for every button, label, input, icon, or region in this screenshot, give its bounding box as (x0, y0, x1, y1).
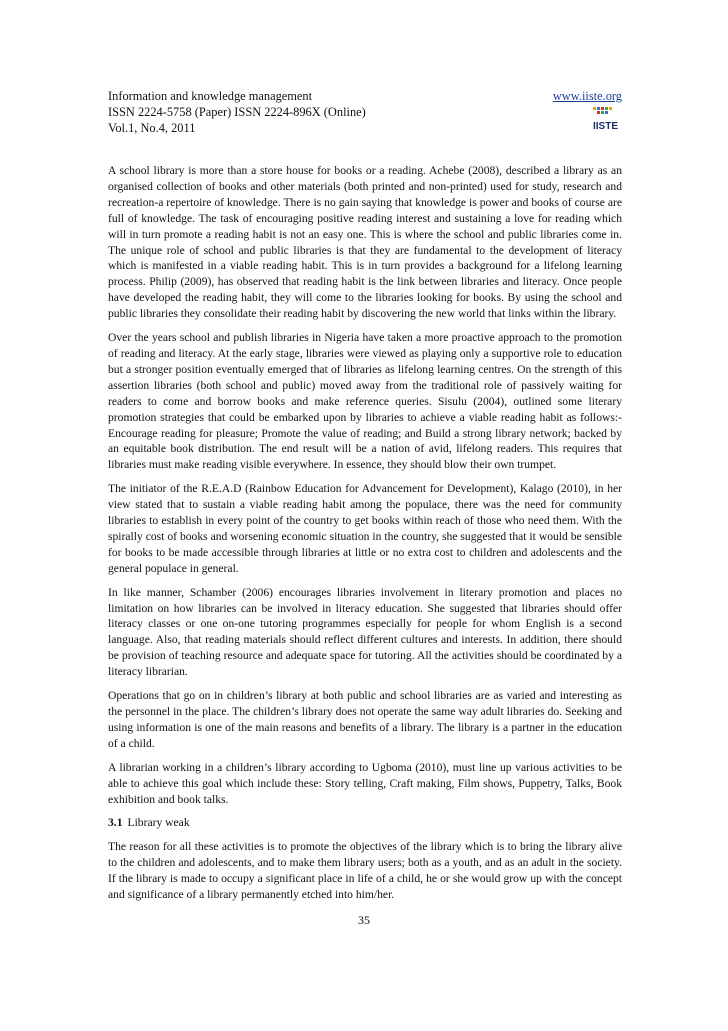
paragraph: The initiator of the R.E.A.D (Rainbow Education for Advancement for Development), Kalago (2010), in her view stated that to sustain a viable reading habit among the populace, there was the need for community libraries to establish in every point of the country to get books within reach of those who need them. With the spirally cost of books and worsening economic situation in the country, she suggested that it would be sensible for books to be made accessible through libraries at little or no extra cost to children and adolescents and the general populace in general. (108, 482, 622, 575)
volume-line: Vol.1, No.4, 2011 (108, 121, 196, 135)
journal-url-link[interactable]: www.iiste.org (552, 89, 622, 103)
section-heading (108, 815, 622, 831)
page (108, 88, 622, 911)
paragraph: Operations that go on in children’s library at both public and school libraries are as varied and interesting as the personnel in the place. The children’s library does not operate the same way adult libraries do. Seeking and using information is one of the main reasons and benefits of a library. The library is a partner in the education of a child. (108, 689, 622, 750)
section-number: 3.1 (108, 816, 123, 830)
issn-line: ISSN 2224-5758 (Paper) ISSN 2224-896X (Online) (108, 105, 366, 119)
journal-title: Information and knowledge management (108, 89, 313, 103)
paragraph: A school library is more than a store house for books or a reading. Achebe (2008), described a library as an organised collection of books and other materials (both printed and non-printed) used for study, research and recreation-a repertoire of knowledge. There is no gain saying that knowledge is power and books of course are full of knowledge. The task of encouraging positive reading interest and sustaining a love for reading which will in turn promote a reading habit is not an easy one. This is where the school and public libraries come in. The unique role of school and public libraries is that they are fundamental to the development of literacy which is manifested in a viable reading habit. This is in turn provides a background for a lifelong learning process. Philip (2009), has observed that reading habit is the link between libraries and literacy. Once people have developed the reading habit, they will come to the libraries looking for books. By using the school and public libraries they consolidate their reading habit by discovering the new world that links within the library. (108, 164, 622, 321)
page-number: 35 (358, 913, 370, 927)
paragraph: A librarian working in a children’s library according to Ugboma (2010), must line up various activities to be able to achieve this goal which include these: Story telling, Craft making, Film shows, Puppetry, Talks, Book exhibition and book talks. (108, 760, 622, 806)
paragraph: In like manner, Schamber (2006) encourages libraries involvement in literary promotion and places no limitation on how libraries can be involved in literacy education. She suggested that libraries should offer literacy classes or one on-one tutoring programmes especially for people for whom English is a second language. Also, that reading materials should reflect different cultures and interests. In addition, there should be provision of teaching resource and adequate space for tutoring. All the activities should be coordinated by a literacy librarian. (108, 585, 622, 679)
svg-text:IISTE: IISTE (593, 121, 619, 132)
running-header (108, 88, 622, 136)
iiste-logo-icon (592, 106, 620, 132)
paragraph: Over the years school and publish libraries in Nigeria have taken a more proactive approach to the promotion of reading and literacy. At the early stage, libraries were viewed as playing only a supportive role to education but a stronger position eventually emerged that of libraries as lifelong learning centres. On the strength of this assertion libraries (both school and public) moved away from the traditional role of passively waiting for readers to come and borrow books and make reference queries. Sisulu (2004), outlined some literary promotion strategies that could be embarked upon by libraries to achieve a viable reading habit as follows:- Encourage reading for pleasure; Promote the value of reading; and Build a strong library network; backed by an equitable book distribution. The end result will be a nation of avid, lifelong readers. This requires that libraries must make reading visible everywhere. In essence, they should blow their own trumpet. (108, 331, 622, 472)
paragraph: The reason for all these activities is to promote the objectives of the library which is to bring the library alive to the children and adolescents, and to make them library users; both as a youth, and as an adult in the society. If the library is made to occupy a significant place in life of a child, he or she would grow up with the concept and significance of a library permanently etched into him/her. (108, 840, 622, 902)
article-body (108, 163, 622, 903)
section-title: Library weak (127, 816, 190, 830)
